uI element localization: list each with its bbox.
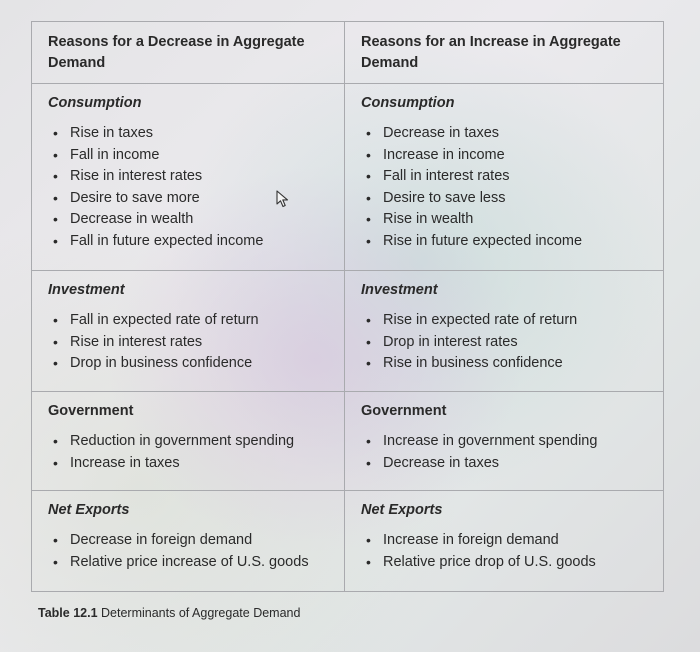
- list-item: • Decrease in foreign demand: [53, 530, 334, 552]
- cell-investment-decrease: [32, 271, 345, 392]
- bullet-icon: •: [366, 433, 371, 449]
- document-sheet: [31, 21, 661, 620]
- bullet-icon: •: [366, 532, 371, 548]
- reason-list: [48, 123, 334, 252]
- category-label: Net Exports: [361, 502, 443, 518]
- cell-investment-increase: [345, 271, 664, 392]
- list-item: • Rise in expected rate of return: [366, 310, 653, 332]
- list-item: • Relative price increase of U.S. goods: [53, 552, 334, 574]
- bullet-icon: •: [366, 454, 371, 471]
- header-increase: Reasons for an Increase in Aggregate Demand: [361, 34, 621, 71]
- bullet-icon: •: [53, 333, 58, 350]
- category-label: Net Exports: [48, 502, 130, 518]
- bullet-icon: •: [53, 454, 58, 471]
- list-item: • Increase in taxes: [53, 453, 334, 475]
- reason-list: [361, 431, 653, 474]
- bullet-icon: •: [53, 532, 58, 548]
- list-item: • Fall in expected rate of return: [53, 310, 334, 332]
- list-item: • Fall in income: [53, 145, 334, 167]
- category-label: Government: [48, 403, 134, 419]
- list-item: • Desire to save more: [53, 188, 334, 210]
- list-item: • Rise in future expected income: [366, 231, 653, 253]
- category-label: Government: [361, 403, 447, 419]
- list-item: • Decrease in taxes: [366, 123, 653, 145]
- list-item: • Rise in interest rates: [53, 332, 334, 354]
- table-row-government: [32, 392, 664, 491]
- list-item: • Rise in business confidence: [366, 353, 653, 375]
- bullet-icon: •: [366, 312, 371, 328]
- bullet-icon: •: [53, 211, 58, 227]
- category-label: Investment: [361, 282, 438, 298]
- bullet-icon: •: [366, 232, 371, 249]
- bullet-icon: •: [53, 355, 58, 371]
- header-decrease: Reasons for a Decrease in Aggregate Demand: [48, 34, 305, 71]
- bullet-icon: •: [53, 312, 58, 328]
- bullet-icon: •: [53, 232, 58, 249]
- bullet-icon: •: [53, 125, 58, 141]
- list-item: • Drop in interest rates: [366, 332, 653, 354]
- bullet-icon: •: [53, 433, 58, 449]
- table-row-consumption: [32, 84, 664, 271]
- bullet-icon: •: [366, 553, 371, 570]
- list-item: • Desire to save less: [366, 188, 653, 210]
- table-row-net-exports: [32, 491, 664, 592]
- bullet-icon: •: [53, 168, 58, 184]
- cell-net-exports-decrease: [32, 491, 345, 592]
- list-item: • Relative price drop of U.S. goods: [366, 552, 653, 574]
- cell-net-exports-increase: [345, 491, 664, 592]
- category-label: Consumption: [48, 95, 142, 111]
- caption-text: Determinants of Aggregate Demand: [101, 606, 301, 620]
- cell-government-decrease: [32, 392, 345, 491]
- list-item: • Rise in interest rates: [53, 166, 334, 188]
- list-item: • Reduction in government spending: [53, 431, 334, 453]
- cell-consumption-increase: [345, 84, 664, 271]
- list-item: • Increase in foreign demand: [366, 530, 653, 552]
- bullet-icon: •: [366, 125, 371, 141]
- bullet-icon: •: [53, 189, 58, 206]
- aggregate-demand-table: [31, 21, 664, 592]
- category-label: Consumption: [361, 95, 455, 111]
- reason-list: [48, 530, 334, 573]
- header-row: [32, 22, 664, 84]
- header-cell-increase: [345, 22, 664, 84]
- table-caption: [31, 606, 661, 620]
- cell-government-increase: [345, 392, 664, 491]
- caption-number: Table 12.1: [38, 606, 98, 620]
- reason-list: [48, 310, 334, 375]
- bullet-icon: •: [53, 146, 58, 163]
- list-item: • Rise in taxes: [53, 123, 334, 145]
- reason-list: [361, 310, 653, 375]
- header-cell-decrease: [32, 22, 345, 84]
- list-item: • Fall in future expected income: [53, 231, 334, 253]
- category-label: Investment: [48, 282, 125, 298]
- list-item: • Increase in income: [366, 145, 653, 167]
- bullet-icon: •: [53, 553, 58, 570]
- bullet-icon: •: [366, 189, 371, 206]
- bullet-icon: •: [366, 168, 371, 184]
- list-item: • Decrease in taxes: [366, 453, 653, 475]
- reason-list: [48, 431, 334, 474]
- reason-list: [361, 123, 653, 252]
- list-item: • Fall in interest rates: [366, 166, 653, 188]
- bullet-icon: •: [366, 211, 371, 227]
- bullet-icon: •: [366, 355, 371, 371]
- list-item: • Decrease in wealth: [53, 209, 334, 231]
- table-row-investment: [32, 271, 664, 392]
- bullet-icon: •: [366, 146, 371, 163]
- bullet-icon: •: [366, 333, 371, 350]
- list-item: • Increase in government spending: [366, 431, 653, 453]
- list-item: • Rise in wealth: [366, 209, 653, 231]
- mouse-pointer-icon: [275, 190, 291, 208]
- list-item: • Drop in business confidence: [53, 353, 334, 375]
- cell-consumption-decrease: [32, 84, 345, 271]
- reason-list: [361, 530, 653, 573]
